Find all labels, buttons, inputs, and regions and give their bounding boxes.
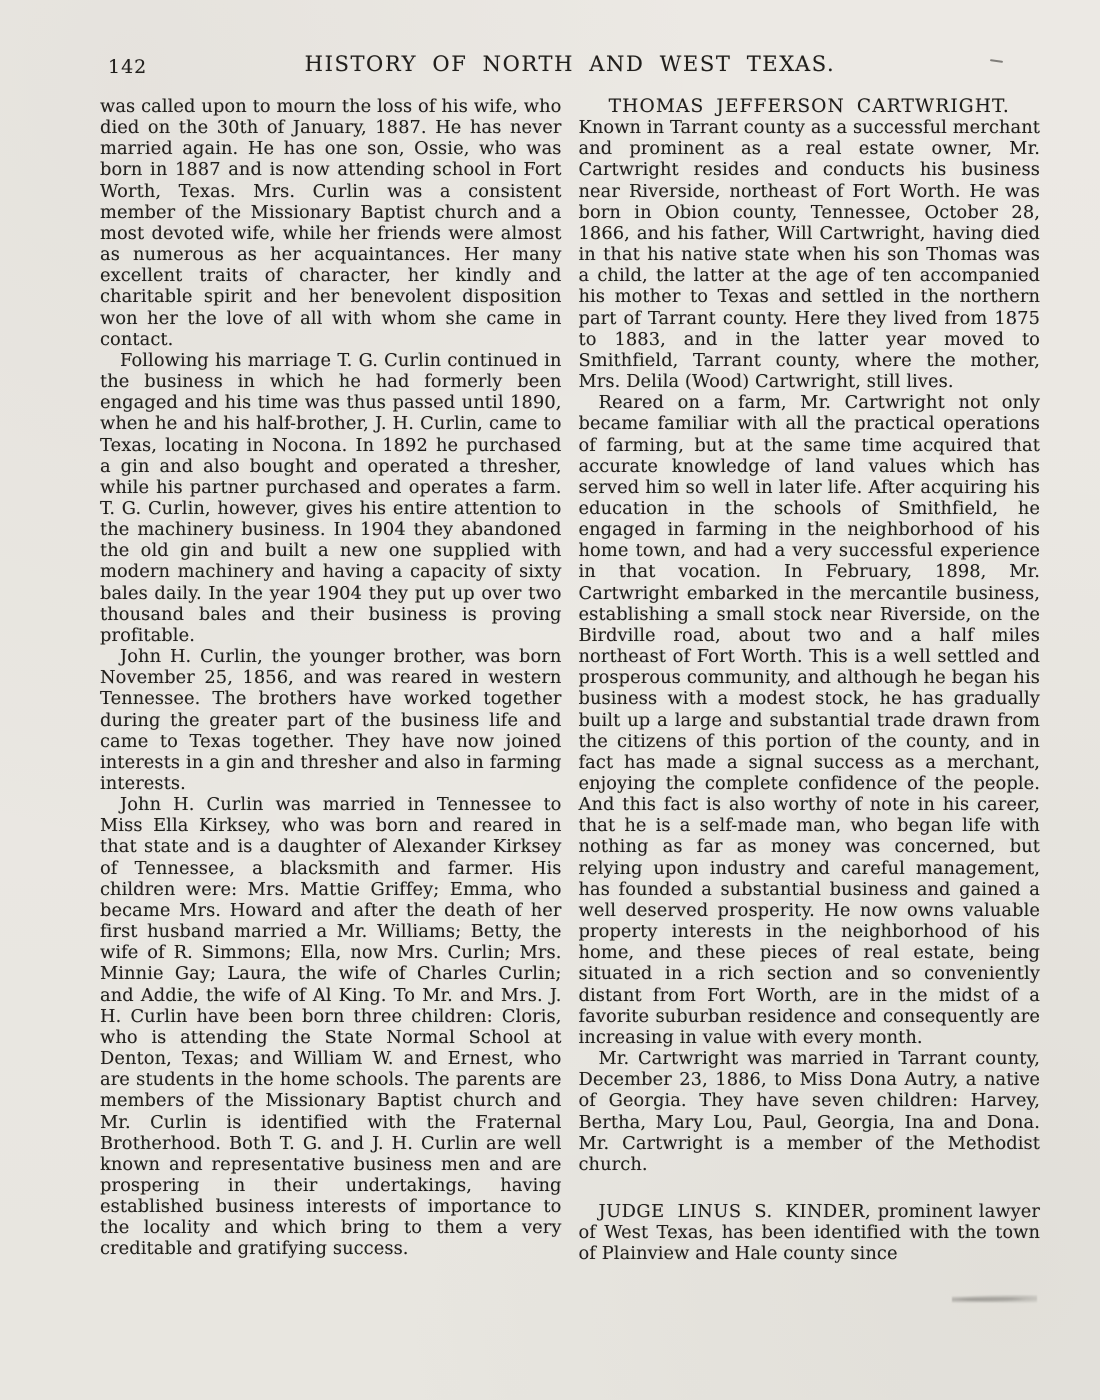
- paragraph: John H. Curlin was married in Tennessee to Miss Ella Kirksey, who was born and reared in that state and is a daughter of Alexander Kirksey of Tennessee, a blacksmith and farmer. His children were: Mrs. Mattie Griffey; Emma, who became Mrs. Howard and after the death of her first husband married a Mr. Williams; Betty, the wife of R. Simmons; Ella, now Mrs. Curlin; Mrs. Minnie Gay; Laura, the wife of Charles Curlin; and Addie, the wife of Al King. To Mr. and Mrs. J. H. Curlin have been born three children: Cloris, who is attending the State Normal School at Denton, Texas; and William W. and Ernest, who are students in the home schools. The parents are members of the Missionary Baptist church and Mr. Curlin is identified with the Fraternal Brotherhood. Both T. G. and J. H. Curlin are well known and representative business men and are prospering in their undertakings, having established business interests of importance to the locality and which bring to them a very creditable and gratifying success.: [100, 794, 562, 1260]
- page-body: [100, 96, 1040, 1264]
- paragraph: Mr. Cartwright was married in Tarrant county, December 23, 1886, to Miss Dona Autry, a native of Georgia. They have seven children: Harvey, Bertha, Mary Lou, Paul, Georgia, Ina and Dona. Mr. Cartwright is a member of the Methodist church.: [578, 1048, 1040, 1175]
- paragraph: Following his marriage T. G. Curlin continued in the business in which he had formerly been engaged and his time was thus passed until 1890, when he and his half-brother, J. H. Curlin, came to Texas, locating in Nocona. In 1892 he purchased a gin and also bought and operated a thresher, while his partner purchased and operates a farm. T. G. Curlin, however, gives his entire attention to the machinery business. In 1904 they abandoned the old gin and built a new one supplied with modern machinery and having a capacity of sixty bales daily. In the year 1904 they put up over two thousand bales and their business is proving profitable.: [100, 349, 562, 646]
- paragraph: Known in Tarrant county as a successful merchant and prominent as a real estate owner, Mr. Cartwright resides and conducts his business near Riverside, northeast of Fort Worth. He was born in Obion county, Tennessee, October 28, 1866, and his father, Will Cartwright, having died in that his native state when his son Thomas was a child, the latter at the age of ten accompanied his mother to Texas and settled in the northern part of Tarrant county. Here they lived from 1875 to 1883, and in the latter year moved to Smithfield, Tarrant county, where the mother, Mrs. Delila (Wood) Cartwright, still lives.: [578, 117, 1040, 393]
- paragraph: John H. Curlin, the younger brother, was born November 25, 1856, and was reared in western Tennessee. The brothers have worked together during the greater part of the business life and came to Texas together. They have now joined interests in a gin and thresher and also in farming interests.: [100, 646, 562, 794]
- paragraph: was called upon to mourn the loss of his wife, who died on the 30th of January, 1887. He has never married again. He has one son, Ossie, who was born in 1887 and is now attending school in Fort Worth, Texas. Mrs. Curlin was a consistent member of the Missionary Baptist church and a most devoted wife, while her friends were almost as numerous as her acquaintances. Her many excellent traits of character, her kindly and charitable spirit and her benevolent disposition won her the love of all with whom she came in contact.: [100, 96, 562, 350]
- right-column: [579, 96, 1041, 1264]
- next-article-rest: prominent lawyer of West Texas, has been identified with the town of Plainview and Hale county since: [578, 1200, 1040, 1265]
- next-article-paragraph: [579, 1201, 1041, 1264]
- paragraph: Reared on a farm, Mr. Cartwright not only became familiar with all the practical operations of farming, but at the same time acquired that accurate knowledge of land values which has served him so well in later life. After acquiring his education in the schools of Smithfield, he engaged in farming in the neighborhood of his home town, and had a very successful experience in that vocation. In February, 1898, Mr. Cartwright embarked in the mercantile business, establishing a small stock near Riverside, on the Birdville road, about two and a half miles northeast of Fort Worth. This is a well settled and prosperous community, and although he began his business with a modest stock, he has gradually built up a large and substantial trade drawn from the citizens of this portion of the county, and in fact has made a signal success as a merchant, enjoying the complete confidence of the people. And this fact is also worthy of note in his career, that he is a self-made man, who began life with nothing as far as money was concerned, but relying upon industry and careful management, has founded a substantial business and gained a well deserved prosperity. He now owns valuable property interests in the neighborhood of his home, and these pieces of real estate, being situated in a rich section and so conveniently distant from Fort Worth, are in the midst of a favorite suburban residence and consequently are increasing in value with every month.: [578, 392, 1040, 1048]
- left-column: [100, 96, 562, 1264]
- article-heading: THOMAS JEFFERSON CARTWRIGHT.: [608, 96, 1010, 117]
- next-article-lead: JUDGE LINUS S. KINDER,: [598, 1200, 872, 1222]
- scan-smudge: [952, 1295, 1037, 1304]
- running-title: HISTORY OF NORTH AND WEST TEXAS.: [304, 52, 836, 76]
- right-column-paragraphs: [579, 117, 1041, 1175]
- page-number: 142: [108, 56, 148, 78]
- page-header: [100, 0, 1040, 76]
